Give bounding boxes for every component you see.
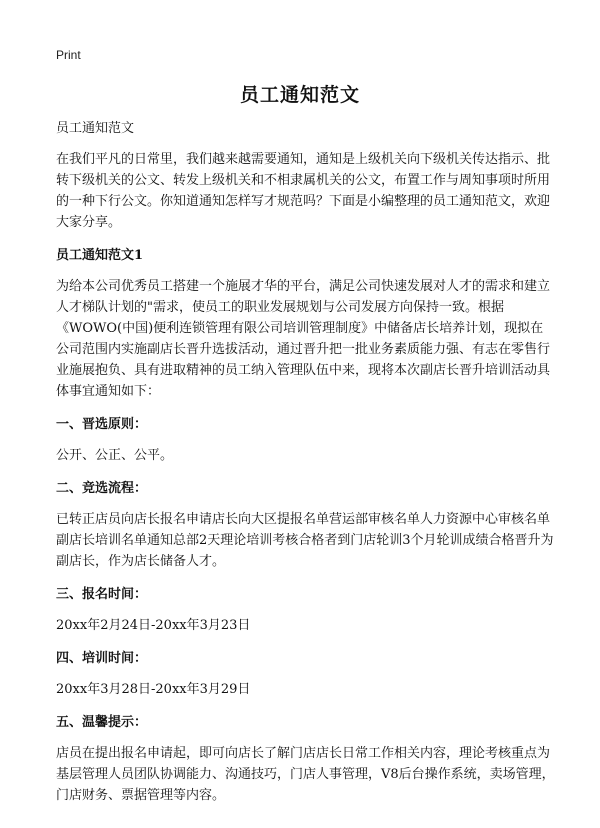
principle-paragraph: 公开、公正、公平。 xyxy=(56,448,174,463)
tips-paragraph: 店员在提出报名申请起，即可向店长了解门店店长日常工作相关内容，理论考核重点为基层管理人员团队协调能力、沟通技巧，门店人事管理，V8后台操作系统，卖场管理，门店财务、票据管理等内容。 xyxy=(56,746,555,803)
training-date: 20xx年3月28日-20xx年3月29日 xyxy=(56,682,251,697)
section-paragraph: 为给本公司优秀员工搭建一个施展才华的平台，满足公司快速发展对人才的需求和建立人才梯队计划的"需求，使员工的职业发展规划与公司发展方向保持一致。根据《WOWO(中国)便利连锁管理有限公司培训管理制度》中储备店长培养计划，现拟在公司范围内实施副店长晋升选拔活动，通过晋升把一批业务素质能力强、有志在零售行业施展抱负、具有进取精神的员工纳入管理队伍中来，现将本次副店长晋升培训活动具体事宜通知如下： xyxy=(56,279,551,399)
document-body xyxy=(56,118,556,816)
subsection-heading-process: 二、竞选流程： xyxy=(56,481,148,496)
section-heading: 员工通知范文1 xyxy=(56,248,144,263)
page-title: 员工通知范文 xyxy=(239,84,360,106)
subsection-heading-registration: 三、报名时间： xyxy=(56,587,148,602)
process-paragraph: 已转正店员向店长报名申请店长向大区提报名单营运部审核名单人力资源中心审核名单副店长培训名单通知总部2天理论培训考核合格者到门店轮训3个月轮训成绩合格晋升为副店长，作为店长储备人才。 xyxy=(56,512,554,569)
intro-paragraph: 在我们平凡的日常里，我们越来越需要通知，通知是上级机关向下级机关传达指示、批转下级机关的公文、转发上级机关和不相隶属机关的公文，布置工作与周知事项时所用的一种下行公文。你知道通知怎样写才规范吗？下面是小编整理的员工通知范文，欢迎大家分享。 xyxy=(56,152,551,230)
print-link[interactable]: Print xyxy=(56,48,81,62)
subsection-heading-training: 四、培训时间： xyxy=(56,651,148,666)
subtitle: 员工通知范文 xyxy=(56,121,135,136)
registration-date: 20xx年2月24日-20xx年3月23日 xyxy=(56,618,251,633)
subsection-heading-tips: 五、温馨提示： xyxy=(56,715,148,730)
subsection-heading-principle: 一、晋选原则： xyxy=(56,417,148,432)
